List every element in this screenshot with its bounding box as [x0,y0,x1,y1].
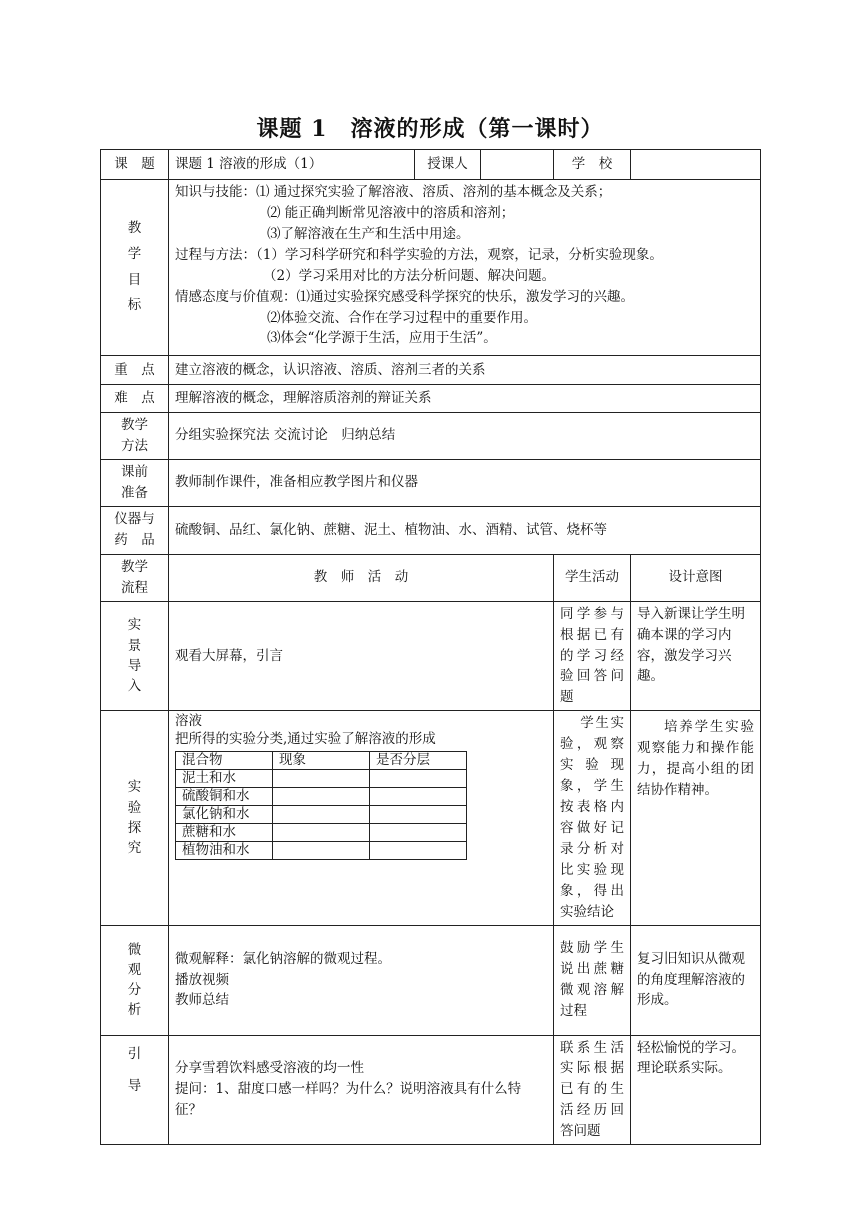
teacher-value [481,150,554,180]
materials-row [101,506,761,554]
materials-value: 硫酸铜、品红、氯化钠、蔗糖、泥土、植物油、水、酒精、试管、烧杯等 [169,506,761,554]
difficulty-value: 理解溶液的概念，理解溶质溶剂的辩证关系 [169,385,761,413]
stage-experiment-student: 学生实验，观察实验现象，学生按表格内容做好记录分析对比实验现象，得出实验结论 [554,711,631,925]
stage-intro-row [101,601,761,711]
teacher-activity-header: 教 师 活 动 [169,554,554,601]
method-label: 教学 方法 [101,413,169,460]
objectives-row [101,180,761,356]
table-row: 蔗糖和水 [176,824,467,842]
objective-line: ⑵体验交流、合作在学习过程中的重要作用。 [267,309,537,326]
table-header: 现象 [273,752,370,770]
stage-experiment-label: 实 验 探 究 [101,711,169,925]
flow-header-row [101,554,761,601]
key-point-label: 重 点 [101,356,169,385]
table-row: 植物油和水 [176,842,467,860]
stage-intro-label: 实 景 导 入 [101,601,169,711]
stage-experiment-intent: 培养学生实验观察能力和操作能力，提高小组的团结协作精神。 [631,711,761,925]
school-label: 学 校 [554,150,631,180]
header-row [101,150,761,180]
stage-intro-student: 同学参与根据已有的学习经验回答问题 [554,601,631,711]
stage-guide-student: 联系生活实际根据已有的生活经历回答问题 [554,1035,631,1145]
preparation-value: 教师制作课件，准备相应教学图片和仪器 [169,459,761,506]
stage-micro-label: 微 观 分 析 [101,925,169,1035]
method-value: 分组实验探究法 交流讨论 归纳总结 [169,413,761,460]
objective-line: 知识与技能：⑴ 通过探究实验了解溶液、溶质、溶剂的基本概念及关系； [175,184,612,200]
table-header: 是否分层 [370,752,467,770]
flow-label: 教学 流程 [101,554,169,601]
objective-line: ⑶体会“化学源于生活，应用于生活”。 [267,330,497,347]
stage-micro-row [101,925,761,1035]
table-row: 硫酸铜和水 [176,788,467,806]
preparation-label: 课前 准备 [101,459,169,506]
stage-micro-teacher: 微观解释：氯化钠溶解的微观过程。 播放视频 教师总结 [169,925,554,1035]
objective-line: ⑵ 能正确判断常见溶液中的溶质和溶剂； [267,204,515,221]
materials-label: 仪器与 药 品 [101,506,169,554]
key-point-row [101,356,761,385]
table-row: 泥土和水 [176,770,467,788]
stage-guide-teacher: 分享雪碧饮料感受溶液的均一性 提问：1、甜度口感一样吗？为什么？说明溶液具有什么特征？ [169,1035,554,1145]
stage-guide-row [101,1035,761,1145]
stage-experiment-row [101,711,761,925]
objective-line: 情感态度与价值观：⑴通过实验探究感受科学探究的快乐，激发学习的兴趣。 [175,288,634,305]
page-title: 课题 1 溶液的形成（第一课时） [256,116,604,142]
design-intent-header: 设计意图 [631,554,761,601]
method-row [101,413,761,460]
objective-line: ⑶了解溶液在生产和生活中用途。 [267,225,470,242]
stage-guide-intent: 轻松愉悦的学习。 理论联系实际。 [631,1035,761,1145]
difficulty-label: 难 点 [101,385,169,413]
objectives-label: 教 学 目 标 [101,180,169,356]
stage-guide-label: 引 导 [101,1035,169,1145]
topic-label: 课 题 [101,150,169,180]
objective-line: （2）学习采用对比的方法分析问题、解决问题。 [263,267,556,284]
preparation-row [101,459,761,506]
table-row: 氯化钠和水 [176,806,467,824]
stage-micro-intent: 复习旧知识从微观的角度理解溶液的形成。 [631,925,761,1035]
objectives-content [169,180,761,356]
experiment-record-table [175,751,467,860]
stage-intro-teacher: 观看大屏幕，引言 [169,601,554,711]
key-point-value: 建立溶液的概念，认识溶液、溶质、溶剂三者的关系 [169,356,761,385]
school-value [631,150,761,180]
table-header: 混合物 [176,752,273,770]
topic-value: 课题 1 溶液的形成（1） [169,150,415,180]
stage-micro-student: 鼓励学生说出蔗糖微观溶解过程 [554,925,631,1035]
stage-experiment-teacher: 溶液 把所得的实验分类,通过实验了解溶液的形成 混合物 现象 是否分层 泥土和水 硫酸铜和水 氯化钠和水 蔗糖和水 植物油和水 [169,711,554,925]
objective-line: 过程与方法：（1）学习科学研究和科学实验的方法，观察，记录，分析实验现象。 [175,246,663,263]
student-activity-header: 学生活动 [554,554,631,601]
stage-intro-intent: 导入新课让学生明确本课的学习内容，激发学习兴趣。 [631,601,761,711]
teacher-label: 授课人 [415,150,481,180]
difficulty-row [101,385,761,413]
lesson-plan-table [100,149,761,1145]
